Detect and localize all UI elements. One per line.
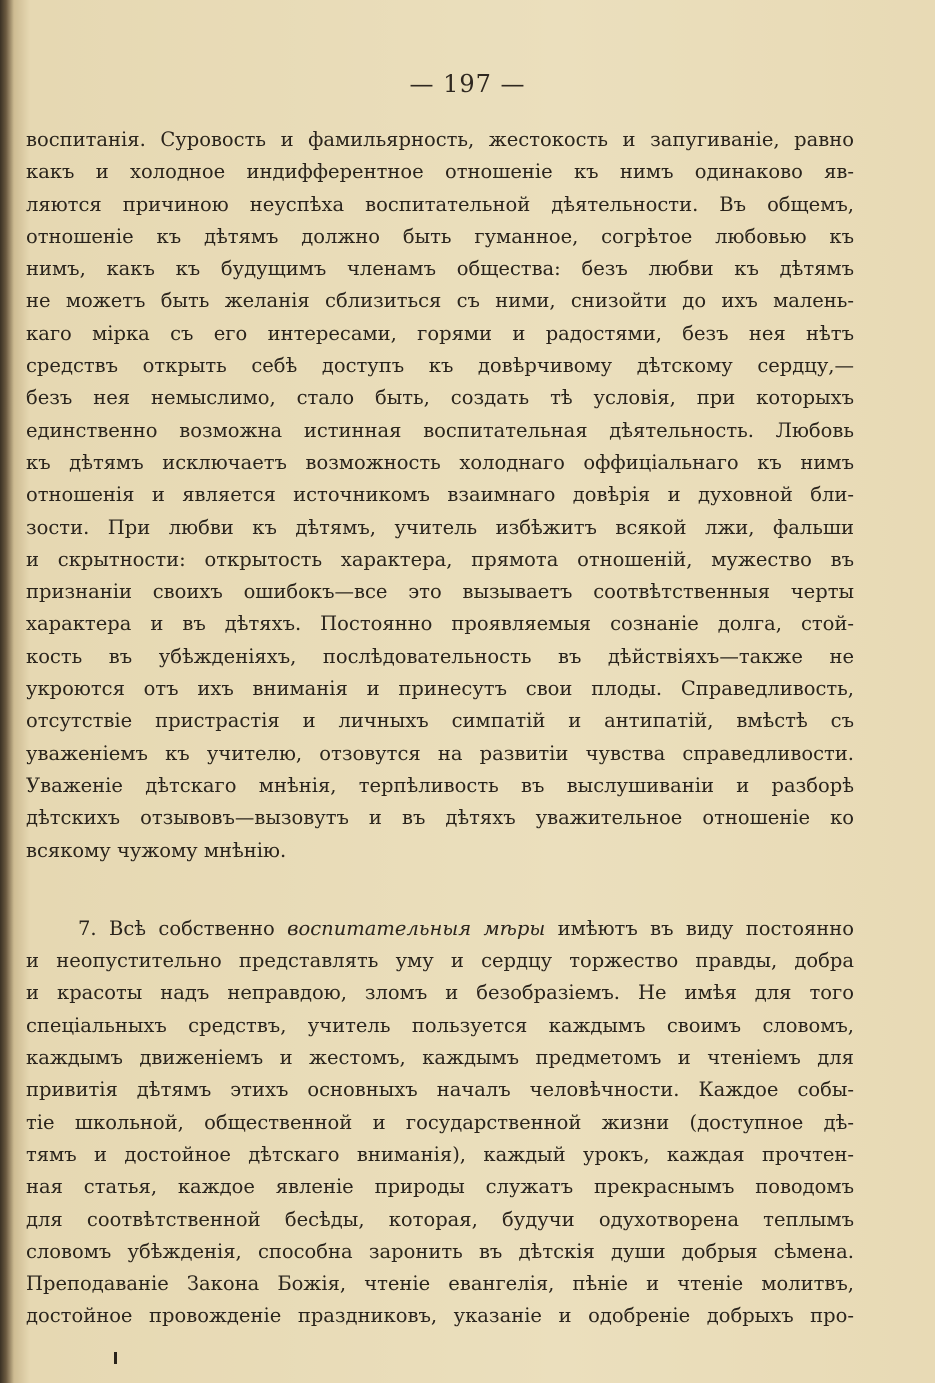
italic-term: воспитательныя мѣры xyxy=(287,916,546,940)
text-line: достойное провожденіе праздниковъ, указаніе и одобреніе добрыхъ про- xyxy=(26,1304,854,1328)
text-line: признаніи своихъ ошибокъ—все это вызываетъ соотвѣтственныя черты xyxy=(26,580,854,604)
text-line: къ дѣтямъ исключаетъ возможность холоднаго оффиціальнаго къ нимъ xyxy=(26,450,854,474)
text-line: зости. При любви къ дѣтямъ, учитель избѣжитъ всякой лжи, фальши xyxy=(26,515,854,539)
text-line: отсутствіе пристрастія и личныхъ симпатій и антипатій, вмѣстѣ съ xyxy=(26,709,854,733)
text-line: средствъ открыть себѣ доступъ къ довѣрчивому дѣтскому сердцу,— xyxy=(26,354,854,378)
text-line: тіе школьной, общественной и государственной жизни (доступное дѣ- xyxy=(26,1110,854,1134)
text-line: для соотвѣтственной бесѣды, которая, будучи одухотворена теплымъ xyxy=(26,1207,854,1231)
text-line: и красоты надъ неправдою, зломъ и безобразіемъ. Не имѣя для того xyxy=(26,981,854,1005)
text-line: характера и въ дѣтяхъ. Постоянно проявляемыя сознаніе долга, стой- xyxy=(26,612,854,636)
text-line: нимъ, какъ къ будущимъ членамъ общества: безъ любви къ дѣтямъ xyxy=(26,257,854,281)
text-line: всякому чужому мнѣнію. xyxy=(26,838,287,862)
text-line: Преподаваніе Закона Божія, чтеніе евангелія, пѣніе и чтеніе молитвъ, xyxy=(26,1272,854,1296)
text-line: каждымъ движеніемъ и жестомъ, каждымъ предметомъ и чтеніемъ для xyxy=(26,1046,854,1070)
text-line: отношенія и является источникомъ взаимнаго довѣрія и духовной бли- xyxy=(26,483,854,507)
text-line: спеціальныхъ средствъ, учитель пользуется каждымъ своимъ словомъ, xyxy=(26,1013,854,1037)
text-run: 7. Всѣ собственно xyxy=(78,916,288,940)
ink-speck xyxy=(114,1352,117,1364)
text-line: уваженіемъ къ учителю, отзовутся на развитіи чувства справедливости. xyxy=(26,741,854,765)
text-line: Уваженіе дѣтскаго мнѣнія, терпѣливость въ выслушиваніи и разборѣ xyxy=(26,773,854,797)
paragraph-heading-line xyxy=(26,913,854,945)
text-line: и скрытности: открытость характера, прямота отношеній, мужество въ xyxy=(26,547,854,571)
text-line: ная статья, каждое явленіе природы служатъ прекраснымъ поводомъ xyxy=(26,1175,854,1199)
paragraph-gap xyxy=(26,867,854,913)
text-line: тямъ и достойное дѣтскаго вниманія), каждый урокъ, каждая прочтен- xyxy=(26,1142,854,1166)
text-line: кость въ убѣжденіяхъ, послѣдовательность въ дѣйствіяхъ—также не xyxy=(26,644,854,668)
text-line: какъ и холодное индифферентное отношеніе къ нимъ одинаково яв- xyxy=(26,160,854,184)
body-text xyxy=(26,124,854,1333)
text-line: привитія дѣтямъ этихъ основныхъ началъ человѣчности. Каждое собы- xyxy=(26,1078,854,1102)
text-line: единственно возможна истинная воспитательная дѣятельность. Любовь xyxy=(26,418,854,442)
text-line: и неопустительно представлять уму и сердцу торжество правды, добра xyxy=(26,949,854,973)
text-line: воспитанія. Суровость и фамильярность, жестокость и запугиваніе, равно xyxy=(26,128,854,151)
text-line: словомъ убѣжденія, способна заронить въ дѣтскія души добрыя сѣмена. xyxy=(26,1239,854,1263)
page-number: — 197 — xyxy=(409,70,526,98)
text-line: отношеніе къ дѣтямъ должно быть гуманное, согрѣтое любовью къ xyxy=(26,224,854,248)
text-run: имѣютъ въ виду постоянно xyxy=(545,916,854,940)
text-line: дѣтскихъ отзывовъ—вызовутъ и въ дѣтяхъ уважительное отношеніе ко xyxy=(26,806,854,830)
text-line: не можетъ быть желанія сблизиться съ ними, снизойти до ихъ малень- xyxy=(26,289,854,313)
text-line: безъ нея немыслимо, стало быть, создать тѣ условія, при которыхъ xyxy=(26,386,854,410)
text-line: ляются причиною неуспѣха воспитательной дѣятельности. Въ общемъ, xyxy=(26,192,854,216)
text-line: каго міpка съ его интересами, горями и радостями, безъ нея нѣтъ xyxy=(26,321,854,345)
text-line: укроются отъ ихъ вниманія и принесутъ свои плоды. Справедливость, xyxy=(26,677,854,701)
